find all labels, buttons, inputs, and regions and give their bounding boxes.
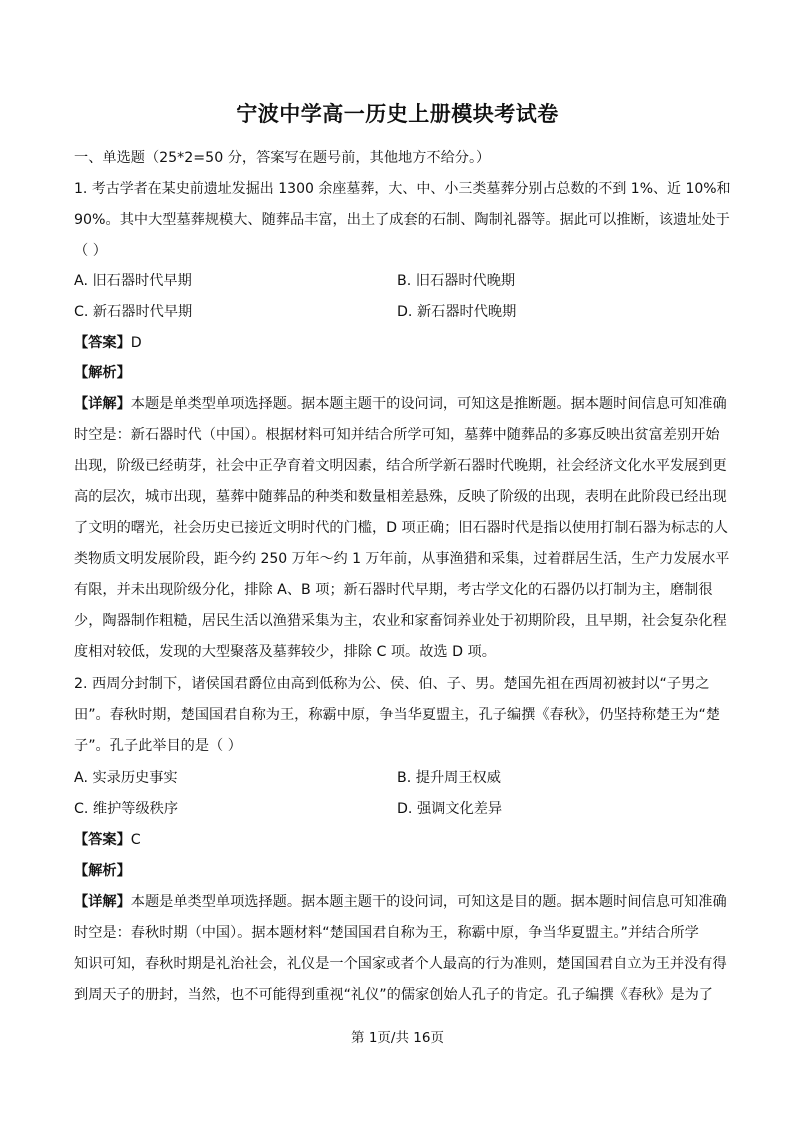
- section-heading: 一、单选题（25*2=50 分，答案写在题号前，其他地方不给分。）: [74, 150, 491, 166]
- q1-answer-line: [74, 332, 724, 352]
- document-title: 宁波中学高一历史上册模块考试卷: [236, 102, 559, 126]
- page-footer: 第 1页/共 16页: [351, 1030, 444, 1046]
- q1-detail-line-3: 出现，阶级已经萌芽，社会中正孕育着文明因素，结合所学新石器时代晚期，社会经济文化水平发展到更: [74, 458, 727, 474]
- q1-stem-line-2: 90%。其中大型墓葬规模大、随葬品丰富，出土了成套的石制、陶制礼器等。据此可以推断，该遗址处于: [74, 212, 730, 228]
- q2-option-c: C. 维护等级秩序: [74, 801, 179, 817]
- q1-detail-line-6: 类物质文明发展阶段，距今约 250 万年～约 1 万年前，从事渔猎和采集，过着群居生活，生产力发展水平: [74, 551, 730, 567]
- q1-detail-line-7: 有限，并未出现阶级分化，排除 A、B 项；新石器时代早期，考古学文化的石器仍以打制为主，磨制很: [74, 582, 713, 598]
- q1-option-c: C. 新石器时代早期: [74, 304, 193, 320]
- q1-detail-tag: 【详解】: [74, 396, 131, 412]
- q2-detail-line-3: 知识可知，春秋时期是礼治社会，礼仪是一个国家或者个人最高的行为准则，楚国国君自立为王并没有得: [74, 956, 727, 972]
- q2-analysis-tag: 【解析】: [74, 863, 131, 879]
- q1-option-b: B. 旧石器时代晚期: [397, 273, 516, 289]
- q1-option-a: A. 旧石器时代早期: [74, 273, 192, 289]
- q1-detail-line-2: 时空是：新石器时代（中国）。根据材料可知并结合所学可知，墓葬中随葬品的多寡反映出贫富差别开始: [74, 427, 720, 443]
- q1-detail-line-9: 度相对较低，发现的大型聚落及墓葬较少，排除 C 项。故选 D 项。: [74, 644, 496, 660]
- q1-stem-line-3: （ ）: [74, 243, 107, 259]
- q2-detail-tag: 【详解】: [74, 894, 131, 910]
- q1-detail-line-1: 【详解】本题是单类型单项选择题。据本题主题干的设问词，可知这是推断题。据本题时间信息可知准确: [74, 396, 727, 412]
- q2-option-a: A. 实录历史事实: [74, 770, 178, 786]
- q1-option-d: D. 新石器时代晚期: [397, 304, 517, 320]
- q2-answer-tag: 【答案】: [74, 832, 131, 848]
- q2-stem-line-1: 2. 西周分封制下，诸侯国君爵位由高到低称为公、侯、伯、子、男。楚国先祖在西周初被封以“子男之: [74, 676, 710, 692]
- q2-stem-line-2: 田”。春秋时期，楚国国君自称为王，称霸中原，争当华夏盟主，孔子编撰《春秋》，仍坚持称楚王为“楚: [74, 707, 721, 723]
- q2-option-b: B. 提升周王权威: [397, 770, 501, 786]
- q2-answer-value: C: [130, 832, 141, 848]
- q1-stem-line-1: 1. 考古学者在某史前遗址发掘出 1300 余座墓葬，大、中、小三类墓葬分别占总数的不到 1%、近 10%和: [74, 181, 731, 197]
- q2-detail-line-1: 【详解】本题是单类型单项选择题。据本题主题干的设问词，可知这是目的题。据本题时间信息可知准确: [74, 894, 727, 910]
- q2-detail-line-2: 时空是：春秋时期（中国）。据本题材料“楚国国君自称为王，称霸中原，争当华夏盟主。”并结合所学: [74, 925, 699, 941]
- q1-detail-line-4: 高的层次，城市出现，墓葬中随葬品的种类和数量相差悬殊，反映了阶级的出现，表明在此阶段已经出现: [74, 489, 727, 505]
- q2-detail-line-4: 到周天子的册封，当然，也不可能得到重视“礼仪”的儒家创始人孔子的肯定。孔子编撰《春秋》是为了: [74, 987, 713, 1003]
- q1-detail-line-8: 少，陶器制作粗糙，居民生活以渔猎采集为主，农业和家畜饲养业处于初期阶段，且早期，社会复杂化程: [74, 613, 727, 629]
- q2-answer-line: [74, 829, 724, 849]
- q1-detail-line-5: 了文明的曙光，社会历史已接近文明时代的门槛，D 项正确；旧石器时代是指以使用打制石器为标志的人: [74, 520, 728, 536]
- q1-answer-tag: 【答案】: [74, 335, 131, 351]
- q2-option-d: D. 强调文化差异: [397, 801, 503, 817]
- q2-stem-line-3: 子”。孔子此举目的是（ ）: [74, 738, 242, 754]
- q1-analysis-tag: 【解析】: [74, 365, 131, 381]
- q1-answer-value: D: [130, 335, 142, 351]
